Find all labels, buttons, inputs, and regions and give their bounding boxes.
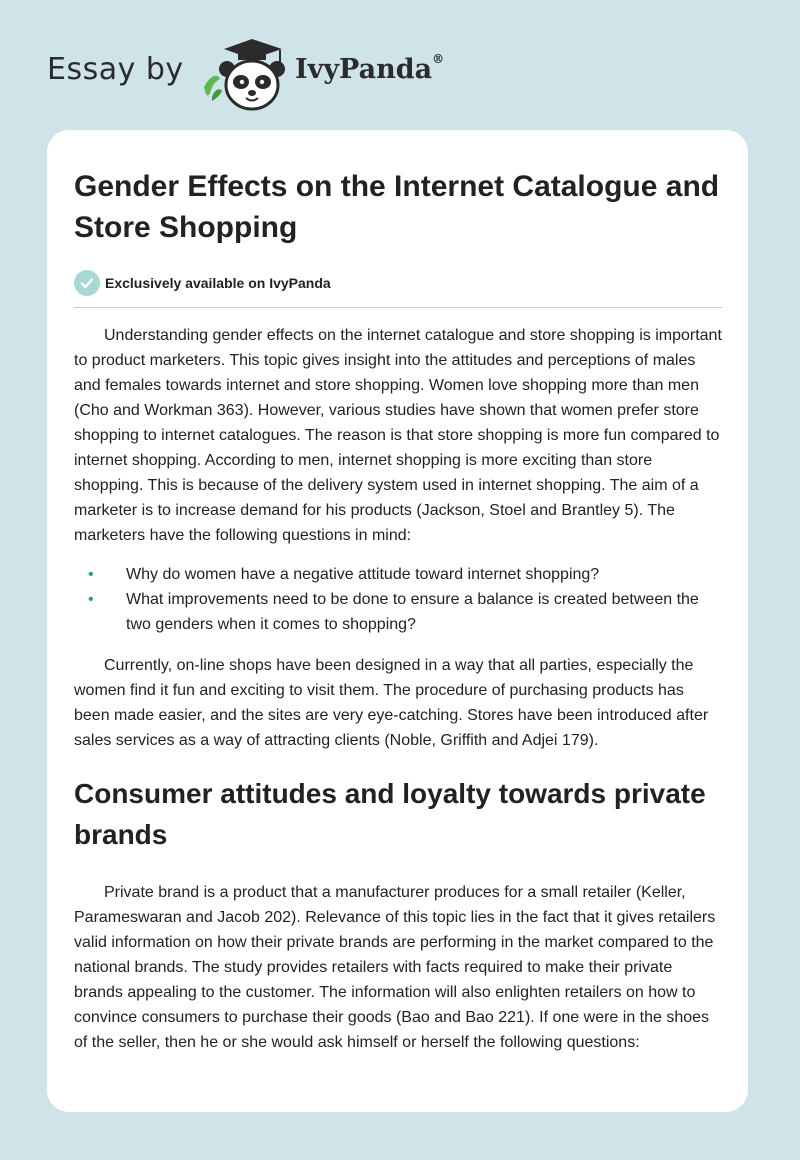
list-item	[74, 562, 722, 587]
question-list	[74, 562, 722, 637]
list-item-text: What improvements need to be done to ensure a balance is created between the two genders when it comes to shopping?	[126, 591, 699, 633]
brand-name[interactable]	[295, 54, 444, 85]
bullet-icon: •	[88, 591, 94, 608]
panda-graduate-logo-icon[interactable]	[200, 35, 300, 115]
paragraph-3: Private brand is a product that a manufacturer produces for a small retailer (Keller, Parameswaran and Jacob 202). Relevance of this topic lies in the fact that it gives retailers valid information on how their private brands are performing in the market compared to the national brands. The study provides retailers with facts required to make their private brands appealing to the customer. The information will also enlighten retailers on how to convince consumers to purchase their goods (Bao and Bao 221). If one were in the shoes of the seller, then he or she would ask himself or herself the following questions:	[74, 884, 716, 1051]
check-circle-icon	[74, 270, 100, 296]
essay-title: Gender Effects on the Internet Catalogue and Store Shopping	[74, 170, 720, 244]
list-item-text: Why do women have a negative attitude toward internet shopping?	[126, 566, 600, 583]
site-header	[0, 0, 800, 130]
list-item	[74, 587, 722, 637]
paragraph-2: Currently, on-line shops have been designed in a way that all parties, especially the women find it fun and exciting to visit them. The procedure of purchasing products has been made easier, and the sites are very eye-catching. Stores have been introduced after sales services as a way of attracting clients (Noble, Griffith and Adjei 179).	[74, 657, 709, 749]
bullet-icon: •	[88, 566, 94, 583]
essay-by-label: Essay by	[47, 52, 184, 87]
exclusive-label: Exclusively available on IvyPanda	[105, 275, 331, 291]
brand-text: IvyPanda	[295, 54, 433, 85]
essay-card	[47, 130, 748, 1112]
registered-mark: ®	[432, 52, 445, 66]
paragraph-1: Understanding gender effects on the internet catalogue and store shopping is important to product marketers. This topic gives insight into the attitudes and perceptions of males and females towards internet and store shopping. Women love shopping more than men (Cho and Workman 363). However, various studies have shown that women prefer store shopping to internet catalogues. The reason is that store shopping is more fun compared to internet shopping. According to men, internet shopping is more exciting than store shopping. This is because of the delivery system used in internet shopping. The aim of a marketer is to increase demand for his products (Jackson, Stoel and Brantley 5). The marketers have the following questions in mind:	[74, 327, 722, 544]
exclusive-badge	[74, 270, 722, 296]
divider	[74, 307, 722, 308]
section-heading: Consumer attitudes and loyalty towards private brands	[74, 778, 706, 850]
